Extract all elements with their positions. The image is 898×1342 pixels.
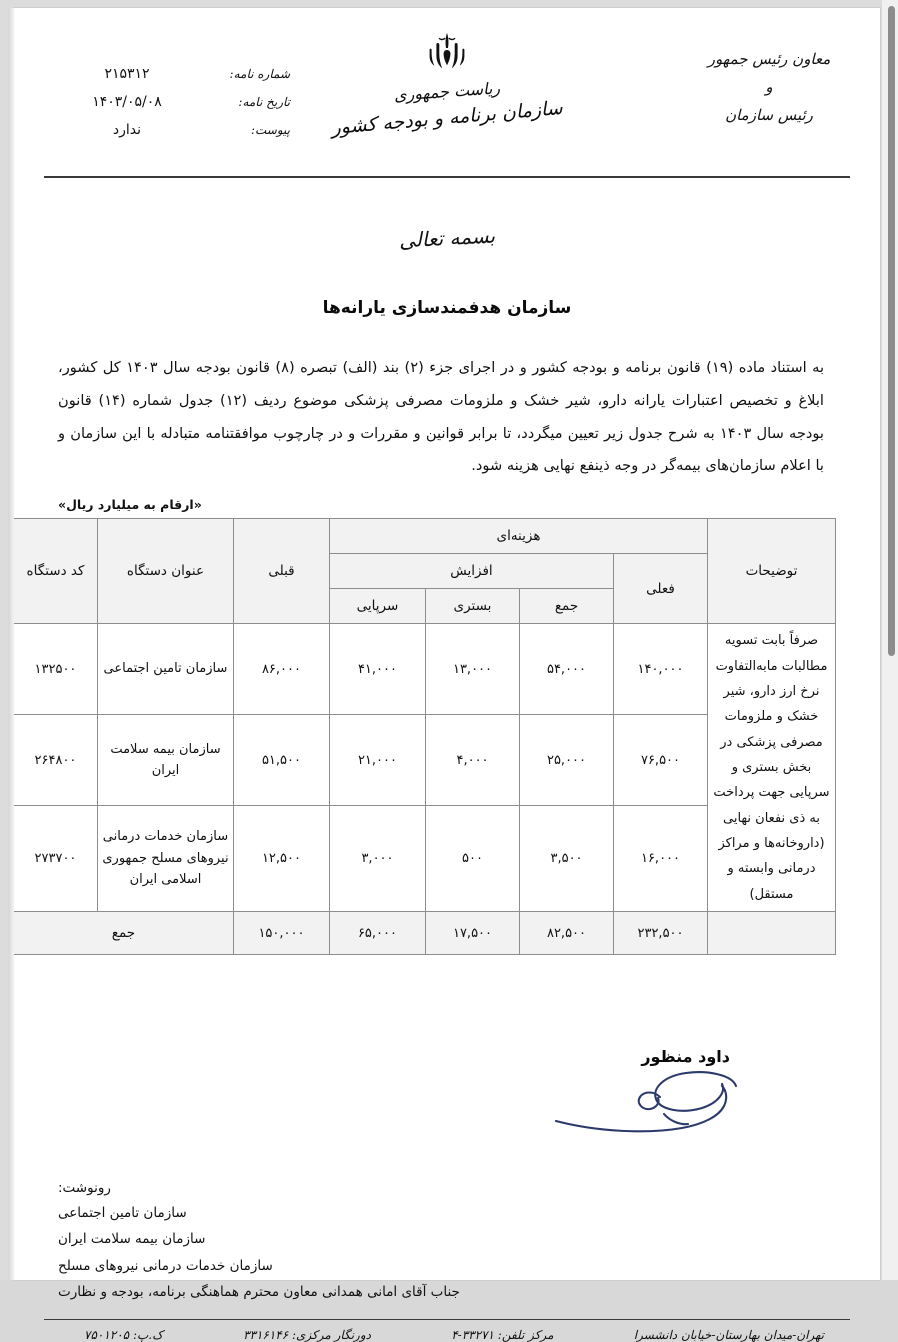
cell-subtotal: ۵۴,۰۰۰ — [520, 624, 614, 715]
vertical-scrollbar[interactable] — [882, 0, 898, 1280]
footer-address: تهران-میدان بهارستان-خیابان دانشسرا — [633, 1328, 824, 1342]
header-pbo-label: سازمان برنامه و بودجه کشور — [330, 96, 564, 140]
th-outpatient: سرپایی — [329, 589, 425, 624]
budget-table-head — [13, 519, 835, 624]
signature-block — [410, 1047, 880, 1146]
cell-outpatient: ۲۱,۰۰۰ — [329, 715, 425, 806]
cell-total-label: جمع — [13, 912, 233, 955]
cc-title: رونوشت: — [58, 1180, 111, 1197]
letter-date-row — [50, 94, 290, 110]
cell-total-spacer — [708, 912, 836, 955]
th-description: توضیحات — [708, 519, 836, 624]
table-total-row — [13, 912, 835, 955]
document-page — [14, 8, 880, 1342]
signatory-title-line-2: و — [765, 77, 773, 96]
budget-table-body — [13, 624, 835, 955]
units-note: «ارقام به میلیارد ریال» — [58, 497, 202, 513]
scrollbar-thumb[interactable] — [888, 6, 895, 656]
addressee-title: سازمان هدفمندسازی یارانه‌ها — [322, 298, 572, 318]
th-current: فعلی — [614, 554, 708, 624]
cell-previous: ۸۶,۰۰۰ — [233, 624, 329, 715]
cell-total-subtotal: ۸۲,۵۰۰ — [520, 912, 614, 955]
th-expense-group: هزینه‌ای — [329, 519, 707, 554]
table-row — [13, 624, 835, 715]
cell-organization: سازمان بیمه سلامت ایران — [97, 715, 233, 806]
th-subtotal: جمع — [520, 589, 614, 624]
cell-current: ۱۴۰,۰۰۰ — [614, 624, 708, 715]
bismillah-invocation: بسمه تعالی — [398, 223, 496, 253]
th-inpatient: بستری — [426, 589, 520, 624]
letter-number-value: ۲۱۵۳۱۲ — [104, 66, 150, 82]
cc-item: سازمان تامین اجتماعی — [58, 1205, 187, 1222]
cell-organization: سازمان خدمات درمانی نیروهای مسلح جمهوری اسلامی ایران — [97, 805, 233, 911]
letter-attachment-value: ندارد — [112, 122, 142, 138]
letter-metadata — [50, 66, 290, 150]
cell-outpatient: ۴۱,۰۰۰ — [329, 624, 425, 715]
cc-item: سازمان خدمات درمانی نیروهای مسلح — [58, 1257, 273, 1274]
header-divider — [44, 176, 850, 178]
th-code: کد دستگاه — [13, 519, 97, 624]
letter-number-label: شماره نامه: — [229, 67, 290, 81]
cell-organization: سازمان تامین اجتماعی — [97, 624, 233, 715]
letter-date-value: ۱۴۰۳/۰۵/۰۸ — [92, 94, 162, 110]
cell-total-outpatient: ۶۵,۰۰۰ — [329, 912, 425, 955]
cell-inpatient: ۱۳,۰۰۰ — [426, 624, 520, 715]
cell-total-previous: ۱۵۰,۰۰۰ — [233, 912, 329, 955]
footer-fax: دورنگار مرکزی: ۳۳۱۶۱۴۶ — [243, 1328, 371, 1342]
cell-code: ۲۷۳۷۰۰ — [13, 805, 97, 911]
header-presidency-label: ریاست جمهوری — [393, 78, 501, 105]
letter-footer — [84, 1328, 824, 1342]
signatory-title-line-1: معاون رئیس جمهور — [707, 50, 831, 68]
header-row-1 — [13, 519, 835, 554]
cell-inpatient: ۴,۰۰۰ — [426, 715, 520, 806]
cell-previous: ۵۱,۵۰۰ — [233, 715, 329, 806]
letter-body: به استناد ماده (۱۹) قانون برنامه و بودجه کشور و در اجرای جزء (۲) بند (الف) تبصره (۸) قانون بودجه سال ۱۴۰۳ کل کشور، ابلاغ و تخصیص اعتبارات یارانه دارو، شیر خشک و ملزومات مصرفی پزشکی موضوع ردیف (۱۲) جدول شماره (۱۴) قانون بودجه سال ۱۴۰۳ به شرح جدول زیر تعیین میگردد، تا برابر قوانین و مقررات و در چارچوب موافقتنامه متبادله با این سازمان و با اعلام سازمان‌های بیمه‌گر در وجه ذینفع نهایی هزینه شود. — [58, 359, 825, 475]
cell-total-inpatient: ۱۷,۵۰۰ — [426, 912, 520, 955]
th-organization: عنوان دستگاه — [97, 519, 233, 624]
cc-list — [14, 1180, 880, 1305]
budget-table-container — [26, 518, 836, 955]
budget-table — [13, 518, 836, 955]
th-previous: قبلی — [233, 519, 329, 624]
cell-description: صرفاً بابت تسویه مطالبات مابه‌التفاوت نرخ ارز دارو، شیر خشک و ملزومات مصرفی پزشکی در بخش بستری و سرپایی جهت پرداخت به ذی نفعان نهایی (داروخانه‌ها و مراکز درمانی وابسته و مستقل) — [708, 624, 836, 912]
cell-current: ۷۶,۵۰۰ — [614, 715, 708, 806]
cell-previous: ۱۲,۵۰۰ — [233, 805, 329, 911]
footer-divider — [44, 1319, 850, 1320]
signatory-name: داود منظور — [641, 1047, 730, 1067]
iran-emblem-icon — [424, 30, 470, 78]
th-increase-group: افزایش — [329, 554, 613, 589]
header-organization-block — [287, 30, 607, 140]
cell-current: ۱۶,۰۰۰ — [614, 805, 708, 911]
letter-number-row — [50, 66, 290, 82]
cell-code: ۱۳۲۵۰۰ — [13, 624, 97, 715]
footer-phone: مرکز تلفن: ۳۳۲۷۱-۴ — [451, 1328, 554, 1342]
cell-subtotal: ۲۵,۰۰۰ — [520, 715, 614, 806]
footer-postal-code: ک.پ: ۷۵۰۱۲۰۵ — [84, 1328, 163, 1342]
letter-attachment-row — [50, 122, 290, 138]
cell-subtotal: ۳,۵۰۰ — [520, 805, 614, 911]
signatory-title-line-3: رئیس سازمان — [725, 105, 813, 124]
header-signatory-title — [684, 46, 854, 129]
cc-item: جناب آقای امانی همدانی معاون محترم هماهنگی برنامه، بودجه و نظارت — [58, 1284, 460, 1301]
letter-date-label: تاریخ نامه: — [238, 95, 290, 109]
cell-total-current: ۲۳۲,۵۰۰ — [614, 912, 708, 955]
cell-inpatient: ۵۰۰ — [426, 805, 520, 911]
letter-attachment-label: پیوست: — [250, 123, 290, 137]
letter-header — [14, 8, 880, 184]
handwritten-signature-icon — [536, 1064, 766, 1142]
cell-outpatient: ۳,۰۰۰ — [329, 805, 425, 911]
cell-code: ۲۶۴۸۰۰ — [13, 715, 97, 806]
cc-item: سازمان بیمه سلامت ایران — [58, 1231, 206, 1248]
